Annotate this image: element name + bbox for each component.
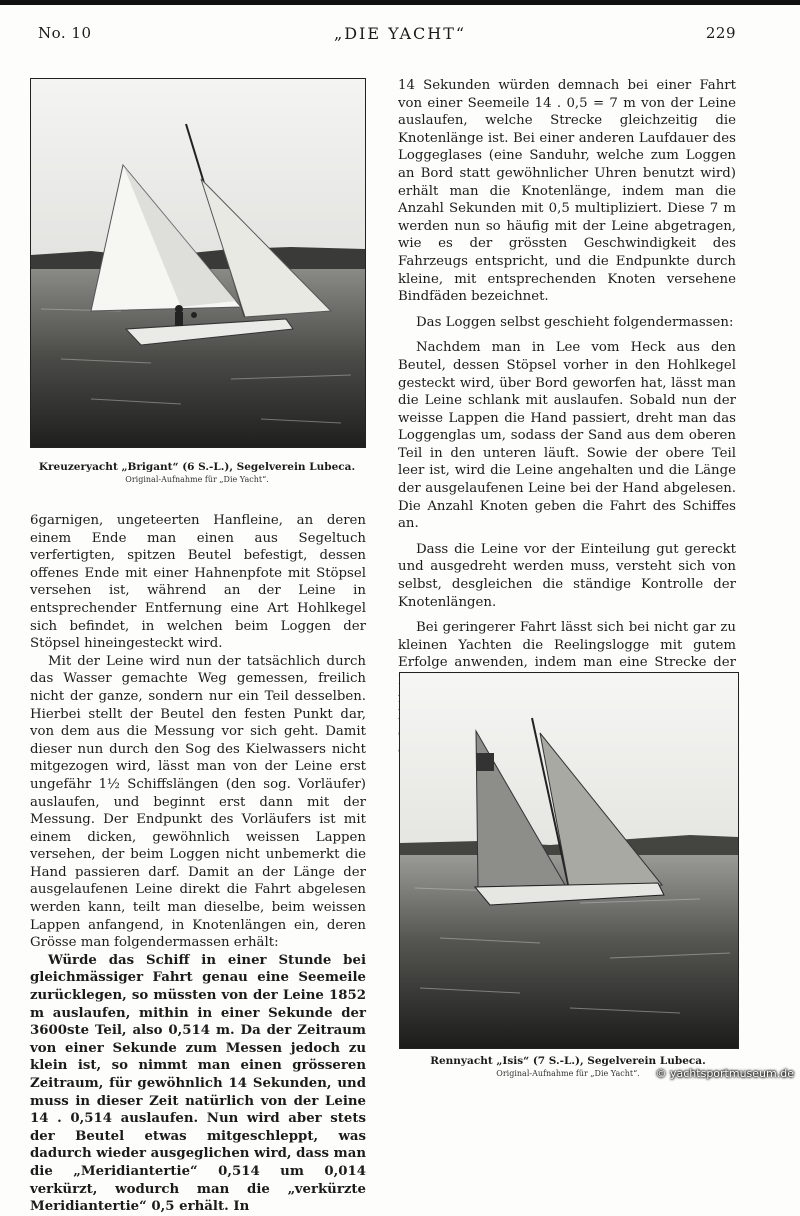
top-border — [0, 0, 800, 5]
caption-brigant-credit: Original-Aufnahme für „Die Yacht“. — [125, 475, 269, 484]
right-paragraph-1: 14 Sekunden würden demnach bei einer Fahrt von einer Seemeile 14 . 0,5 = 7 m von der Leine auslaufen, welche Strecke gleichzeitig die Knotenlänge ist. Bei einer anderen Laufdauer des Loggeglases (eine Sanduhr, welche zum Loggen an Bord statt gewöhnlicher Uhren benutzt wird) erhält man die Knotenlänge, indem man die Anzahl Sekunden mit 0,5 multipliziert. Diese 7 m werden nun so häufig mit der Leine abgetragen, wie es der grössten Geschwindigkeit des Fahrzeugs entspricht, und die Endpunkte durch kleine, mit entsprechenden Knoten versehene Bindfäden bezeichnet. — [398, 78, 736, 305]
right-column — [398, 77, 736, 760]
photo-brigant-illustration — [31, 79, 365, 447]
photo-isis-illustration — [400, 673, 738, 1048]
left-paragraph-1: 6garnigen, ungeteerten Hanfleine, an deren einem Ende man einen aus Segeltuch verfertigten, spitzen Beutel befestigt, dessen offenes Ende mit einer Hahnenpfote mit Stöpsel versehen ist, während an der Leine in entsprechender Entfernung eine Art Hohlkegel sich befindet, in welchen beim Loggen der Stöpsel hineingesteckt wird. — [30, 513, 366, 652]
right-paragraph-5: Bei geringerer Fahrt lässt sich bei nicht gar zu kleinen Yachten die Reelingslogge mit gutem Erfolge anwenden, indem man eine Strecke der — [398, 620, 736, 671]
right-paragraph-4: Dass die Leine vor der Einteilung gut gereckt und ausgedreht werden muss, versteht sich von selbst, desgleichen die ständige Kontrolle der Knotenlängen. — [398, 541, 736, 610]
caption-brigant — [30, 461, 364, 484]
caption-isis-credit: Original-Aufnahme für „Die Yacht“. — [496, 1069, 640, 1078]
journal-title: „DIE YACHT“ — [333, 24, 467, 43]
watermark: © yachtsportmuseum.de — [655, 1067, 794, 1080]
issue-number: No. 10 — [38, 24, 92, 42]
left-paragraph-2: Mit der Leine wird nun der tatsächlich durch das Wasser gemachte Weg gemessen, freilich nicht der ganze, sondern nur ein Teil desselben. Hierbei stellt der Beutel den festen Punkt dar, von dem aus die Messung vor sich geht. Damit dieser nun durch den Sog des Kielwassers nicht mitgezogen wird, lässt man von der Leine erst ungefähr 1½ Schiffslängen (den sog. Vorläufer) auslaufen, und beginnt erst dann mit der Messung. Der Endpunkt des Vorläufers ist mit einem dicken, gewöhnlich weissen Lappen versehen, der beim Loggen nicht unbemerkt die Hand passieren darf. Damit an der Länge der ausgelaufenen Leine direkt die Fahrt abgelesen werden kann, teilt man dieselbe, beim weissen Lappen anfangend, in Knotenlängen ein, deren Grösse man folgendermassen erhält: — [30, 653, 366, 951]
page-number: 229 — [705, 24, 736, 42]
left-column — [30, 512, 366, 1216]
right-paragraph-2: Das Loggen selbst geschieht folgendermassen: — [416, 314, 734, 330]
caption-isis-title: Rennyacht „Isis“ (7 S.-L.), Segelverein Lubeca. — [430, 1055, 706, 1067]
left-paragraph-3: Würde das Schiff in einer Stunde bei gleichmässiger Fahrt genau eine Seemeile zurücklegen, so müssten von der Leine 1852 m auslaufen, mithin in einer Sekunde der 3600ste Teil, also 0,514 m. Da der Zeitraum von einer Sekunde zum Messen jedoch zu klein ist, so nimmt man einen grösseren Zeitraum, für gewöhnlich 14 Sekunden, und muss in dieser Zeit natürlich von der Leine 14 . 0,514 auslaufen. Nun wird aber stets der Beutel etwas mitgeschleppt, was dadurch wieder ausgeglichen wird, dass man die „Meridiantertie“ 0,514 um 0,014 verkürzt, wodurch man die „verkürzte Meridiantertie“ 0,5 erhält. In — [30, 952, 366, 1215]
photo-brigant — [30, 78, 366, 448]
right-paragraph-3: Nachdem man in Lee vom Heck aus den Beutel, dessen Stöpsel vorher in den Hohlkegel gesteckt wird, über Bord geworfen hat, lässt man die Leine schlank mit auslaufen. Sobald nun der weisse Lappen die Hand passiert, dreht man das Loggenglas um, sodass der Sand aus dem oberen Teil in den unteren läuft. Sowie der obere Teil leer ist, wird die Leine angehalten und die Länge der ausgelaufenen Leine bei der Hand abgelesen. Die Anzahl Knoten geben die Fahrt des Schiffes an. — [398, 340, 736, 532]
caption-brigant-title: Kreuzeryacht „Brigant“ (6 S.-L.), Segelverein Lubeca. — [38, 461, 356, 473]
photo-isis — [399, 672, 739, 1049]
